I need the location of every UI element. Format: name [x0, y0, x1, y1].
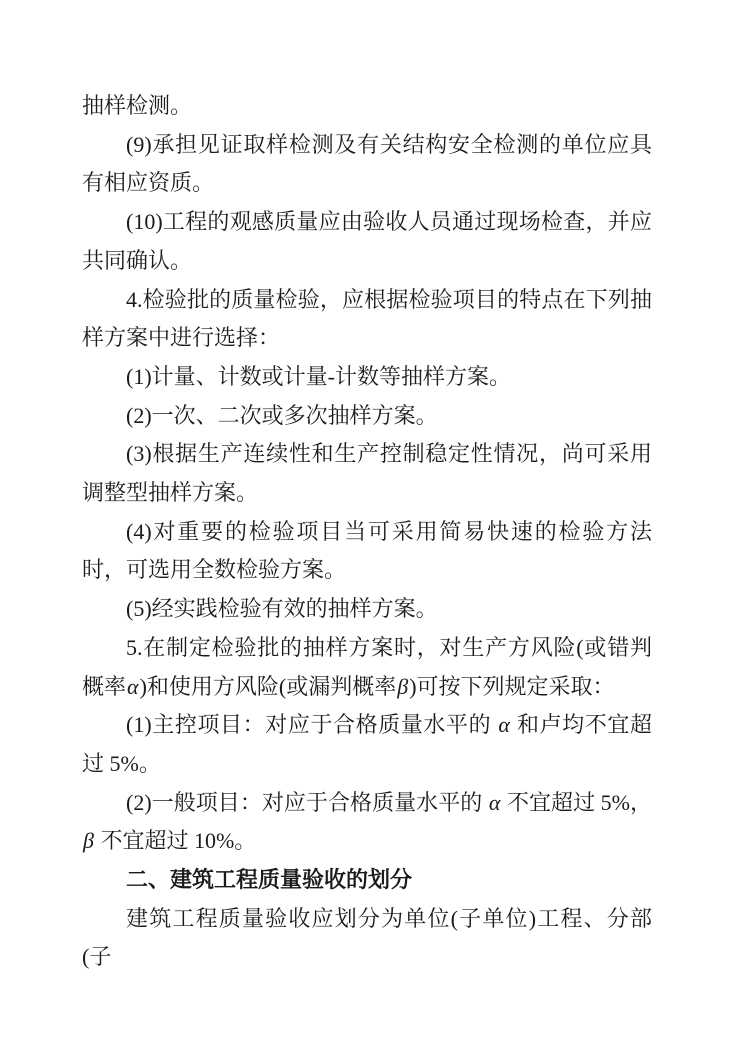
- paragraph: (2)一般项目：对应于合格质量水平的 α 不宜超过 5%，β 不宜超过 10%。: [83, 789, 653, 854]
- greek-symbol: β: [83, 828, 94, 854]
- greek-symbol: β: [397, 673, 409, 699]
- greek-symbol: α: [488, 789, 501, 815]
- paragraph: (2)一次、二次或多次抽样方案。: [126, 402, 438, 428]
- greek-symbol: α: [498, 712, 510, 738]
- paragraph: 5.在制定检验批的抽样方案时，对生产方风险(或错判概率α)和使用方风险(或漏判概率β)可按下列规定采取：: [82, 634, 652, 699]
- document-text-block: [82, 87, 652, 977]
- paragraph: (9)承担见证取样检测及有关结构安全检测的单位应具有相应资质。: [82, 131, 652, 196]
- greek-symbol: α: [127, 673, 139, 699]
- paragraph: (3)根据生产连续性和生产控制稳定性情况，尚可采用调整型抽样方案。: [82, 441, 652, 506]
- paragraph: 建筑工程质量验收应划分为单位(子单位)工程、分部(子: [82, 905, 652, 970]
- paragraph: (1)主控项目：对应于合格质量水平的 α 和卢均不宜超过 5%。: [82, 712, 652, 776]
- paragraph: 抽样检测。: [82, 93, 193, 118]
- paragraph: (5)经实践检验有效的抽样方案。: [126, 596, 438, 622]
- paragraph: (1)计量、计数或计量-计数等抽样方案。: [126, 363, 511, 389]
- section-heading: 二、建筑工程质量验收的划分: [126, 867, 413, 893]
- paragraph: (10)工程的观感质量应由验收人员通过现场检查，并应共同确认。: [82, 209, 652, 273]
- paragraph: 4.检验批的质量检验，应根据检验项目的特点在下列抽样方案中进行选择：: [82, 286, 652, 351]
- paragraph: (4)对重要的检验项目当可采用简易快速的检验方法时，可选用全数检验方案。: [82, 518, 652, 583]
